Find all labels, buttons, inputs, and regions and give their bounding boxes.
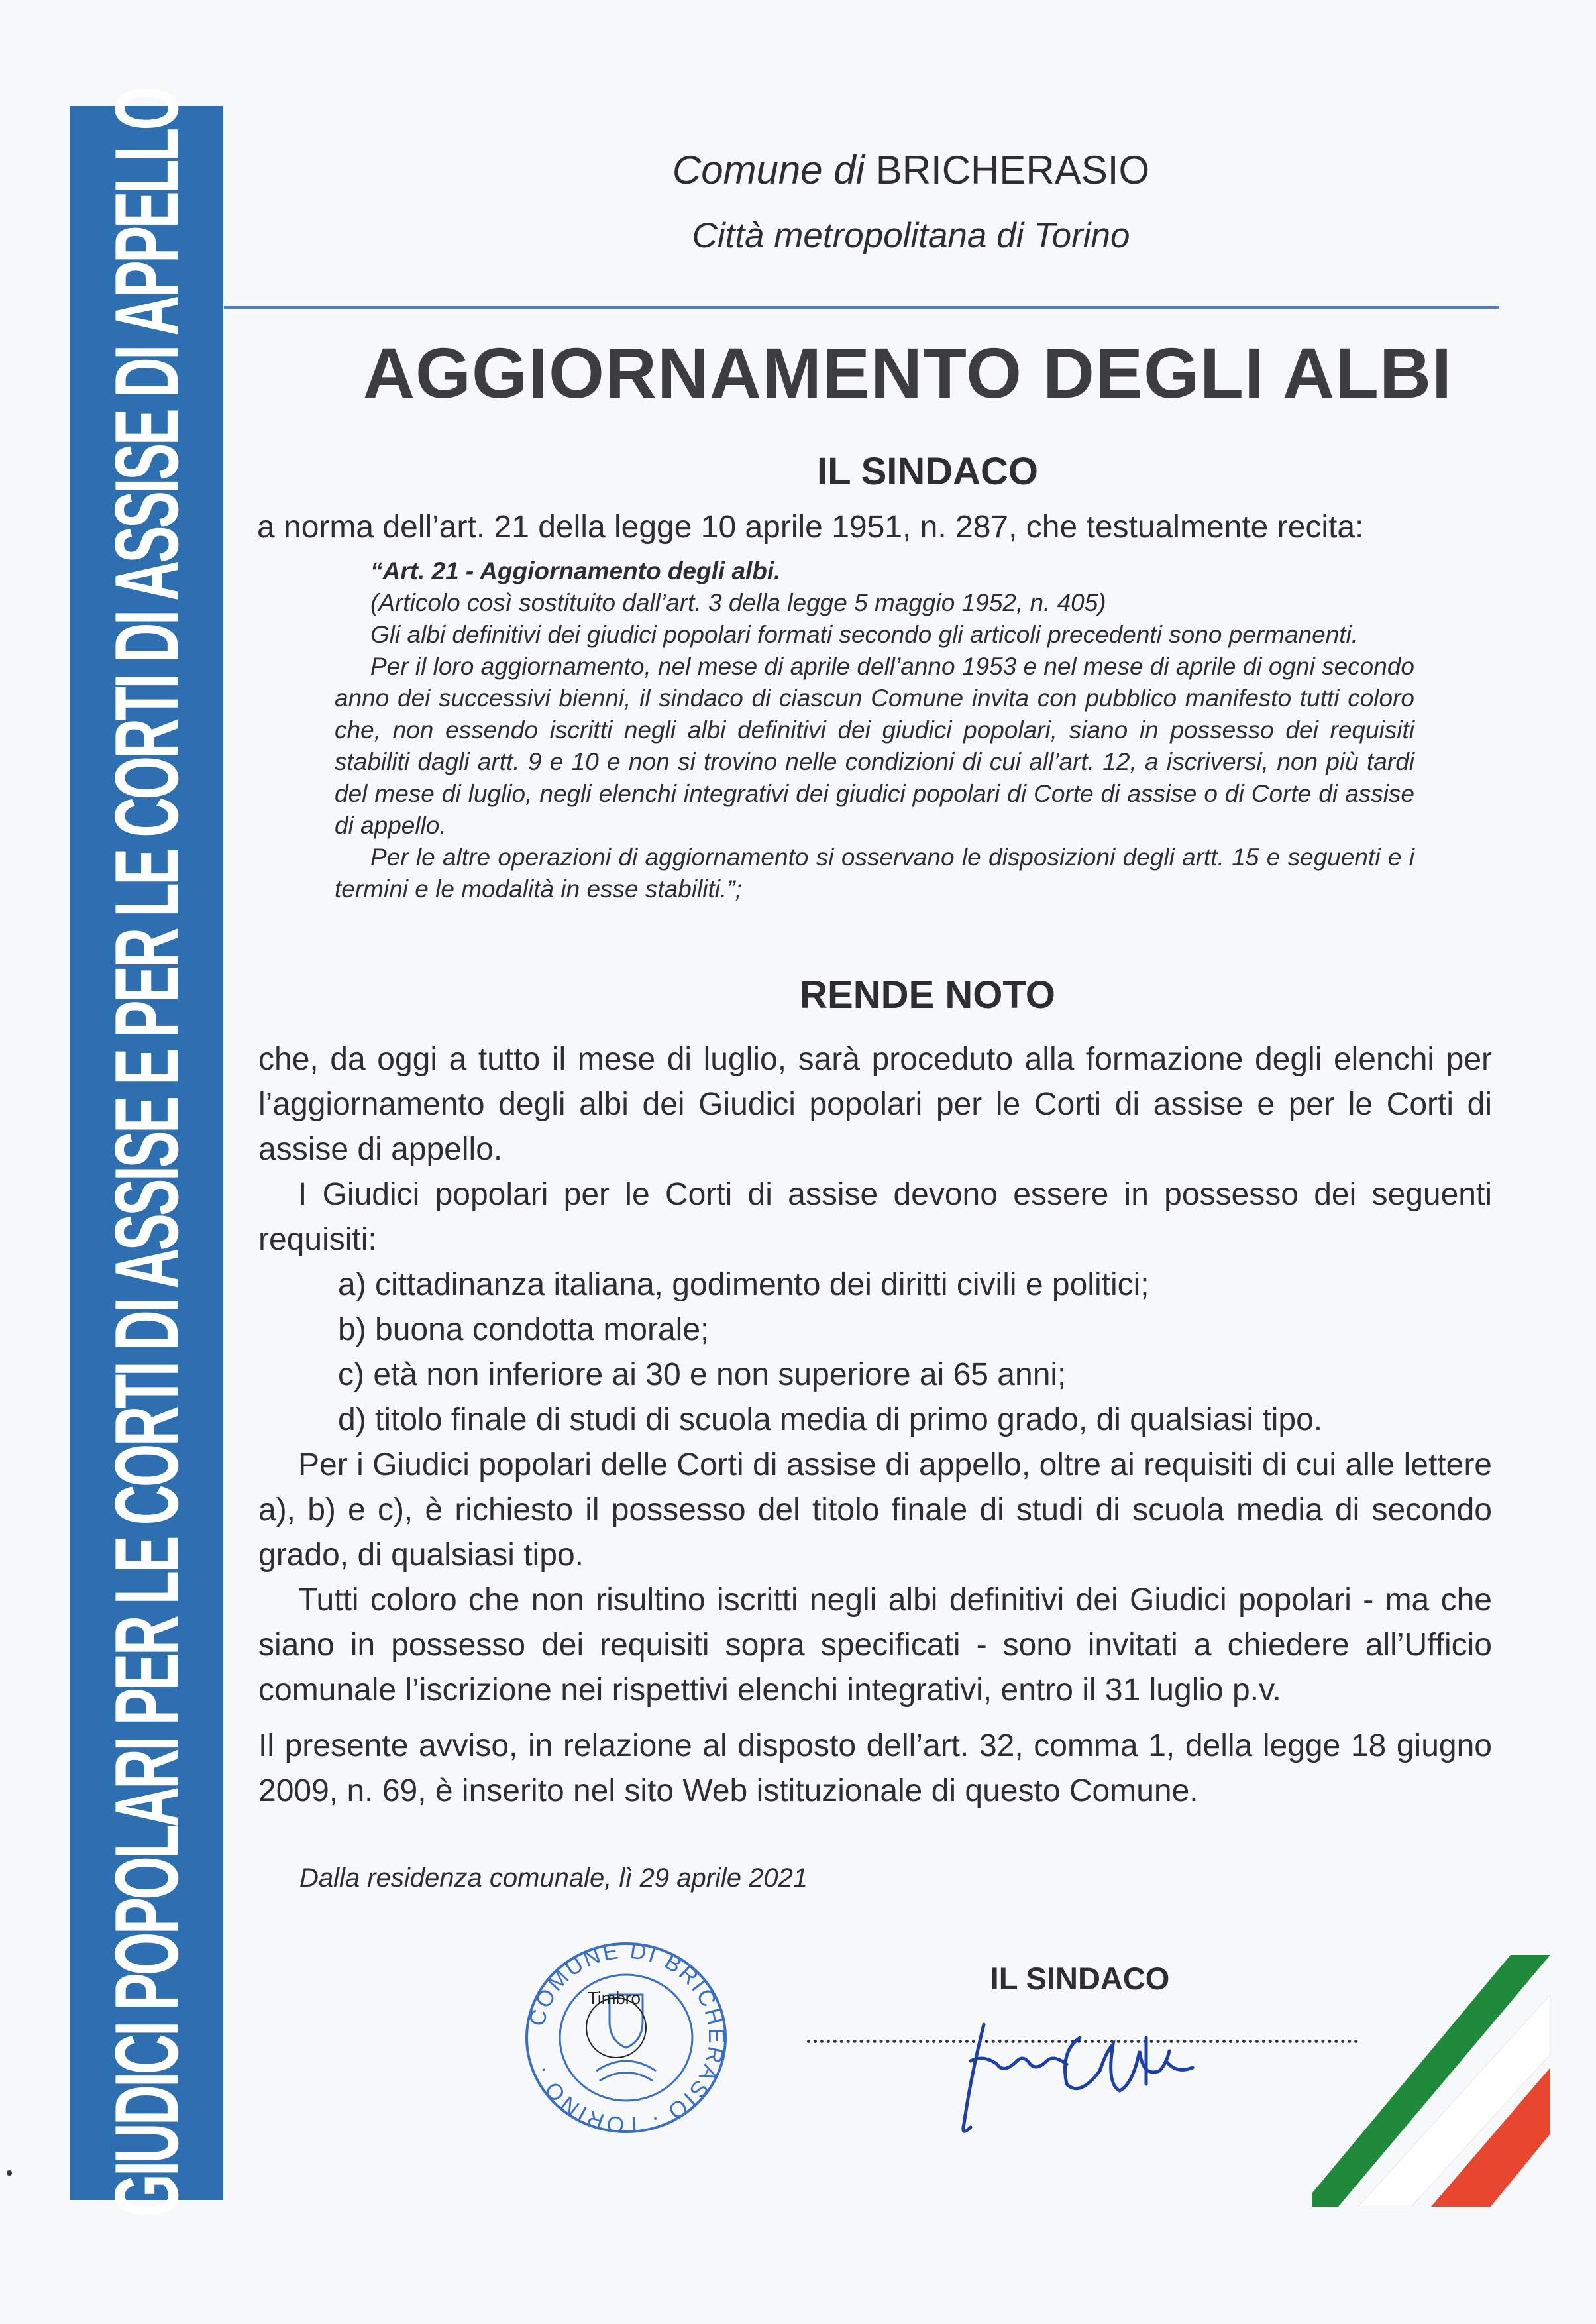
requirement-item: c) età non inferiore ai 30 e non superiore ai 65 anni; bbox=[338, 1357, 1067, 1392]
requirement-item: a) cittadinanza italiana, godimento dei diritti civili e politici; bbox=[338, 1267, 1149, 1302]
law-quote bbox=[335, 555, 1414, 905]
body-paragraph: Il presente avviso, in relazione al disposto dell’art. 32, comma 1, della legge 18 giugno 2009, n. 69, è inserito nel sito Web istituzionale di questo Comune. bbox=[258, 1728, 1492, 1808]
requirement-item: d) titolo finale di studi di scuola media di primo grado, di qualsiasi tipo. bbox=[338, 1402, 1323, 1437]
signature-title: IL SINDACO bbox=[990, 1961, 1170, 1996]
notice-body bbox=[258, 1037, 1492, 1814]
quote-paragraph: Per le altre operazioni di aggiornamento si osservano le disposizioni degli artt. 15 e seguenti e i termini e le modalità in esse stabiliti.”; bbox=[335, 844, 1414, 903]
page-title: AGGIORNAMENTO DEGLI ALBI bbox=[363, 333, 1452, 413]
side-band-text: GIUDICI POPOLARI PER LE CORTI DI ASSISE E PER LE CORTI DI ASSISE DI APPELLO bbox=[96, 89, 197, 2217]
italian-flag-ribbon-icon bbox=[1312, 1955, 1564, 2207]
header-divider bbox=[224, 306, 1499, 309]
body-paragraph: Tutti coloro che non risultino iscritti negli albi definitivi dei Giudici popolari - ma che siano in possesso dei requisiti sopra specificati - sono invitati a chiedere all’Ufficio comunale l’iscrizione nei rispettivi elenchi integrativi, entro il 31 luglio p.v. bbox=[258, 1582, 1492, 1708]
municipal-stamp-icon bbox=[517, 1932, 735, 2137]
quote-paragraph: Gli albi definitivi dei giudici popolari formati secondo gli articoli precedenti sono permanenti. bbox=[370, 621, 1359, 648]
comune-heading: Comune di BRICHERASIO bbox=[672, 148, 1150, 192]
quote-article-title: “Art. 21 - Aggiornamento degli albi. bbox=[370, 557, 781, 584]
intro-text: a norma dell’art. 21 della legge 10 aprile 1951, n. 287, che testualmente recita: bbox=[257, 510, 1364, 545]
quote-note: (Articolo così sostituito dall’art. 3 della legge 5 maggio 1952, n. 405) bbox=[370, 589, 1106, 616]
quote-paragraph: Per il loro aggiornamento, nel mese di aprile dell’anno 1953 e nel mese di aprile di ogni secondo anno dei successivi bienni, il sindaco di ciascun Comune invita con pubblico manifesto tutti coloro che, non essendo iscritti negli albi definitivi dei giudici popolari, siano in possesso dei requisiti stabiliti dagli artt. 9 e 10 e non si trovino nelle condizioni di cui all’art. 12, a iscriversi, non più tardi del mese di luglio, negli elenchi integrativi dei giudici popolari di Corte di assise o di Corte di assise di appello. bbox=[335, 653, 1414, 839]
body-paragraph: che, da oggi a tutto il mese di luglio, sarà proceduto alla formazione degli elenchi per l’aggiornamento degli albi dei Giudici popolari per le Corti di assise e per le Corti di assise di appello. bbox=[258, 1042, 1492, 1167]
date-place: Dalla residenza comunale, lì 29 aprile 2021 bbox=[299, 1863, 808, 1893]
handwritten-signature-icon bbox=[947, 1998, 1226, 2144]
stamp-label: Timbro bbox=[588, 1988, 641, 2008]
svg-text:COMUNE DI BRICHERASIO · TORINO: COMUNE DI BRICHERASIO · TORINO · bbox=[524, 1938, 729, 2137]
requirement-item: b) buona condotta morale; bbox=[338, 1312, 710, 1347]
rende-noto-heading: RENDE NOTO bbox=[800, 973, 1055, 1017]
body-paragraph: I Giudici popolari per le Corti di assise devono essere in possesso dei seguenti requisiti: bbox=[258, 1177, 1492, 1257]
sindaco-heading: IL SINDACO bbox=[816, 450, 1039, 493]
body-paragraph: Per i Giudici popolari delle Corti di assise di appello, oltre ai requisiti di cui alle lettere a), b) e c), è richiesto il possesso del titolo finale di studi di scuola media di secondo grado, di qualsiasi tipo. bbox=[258, 1447, 1492, 1573]
citta-metropolitana: Città metropolitana di Torino bbox=[692, 216, 1130, 255]
scan-speck bbox=[7, 2170, 12, 2176]
